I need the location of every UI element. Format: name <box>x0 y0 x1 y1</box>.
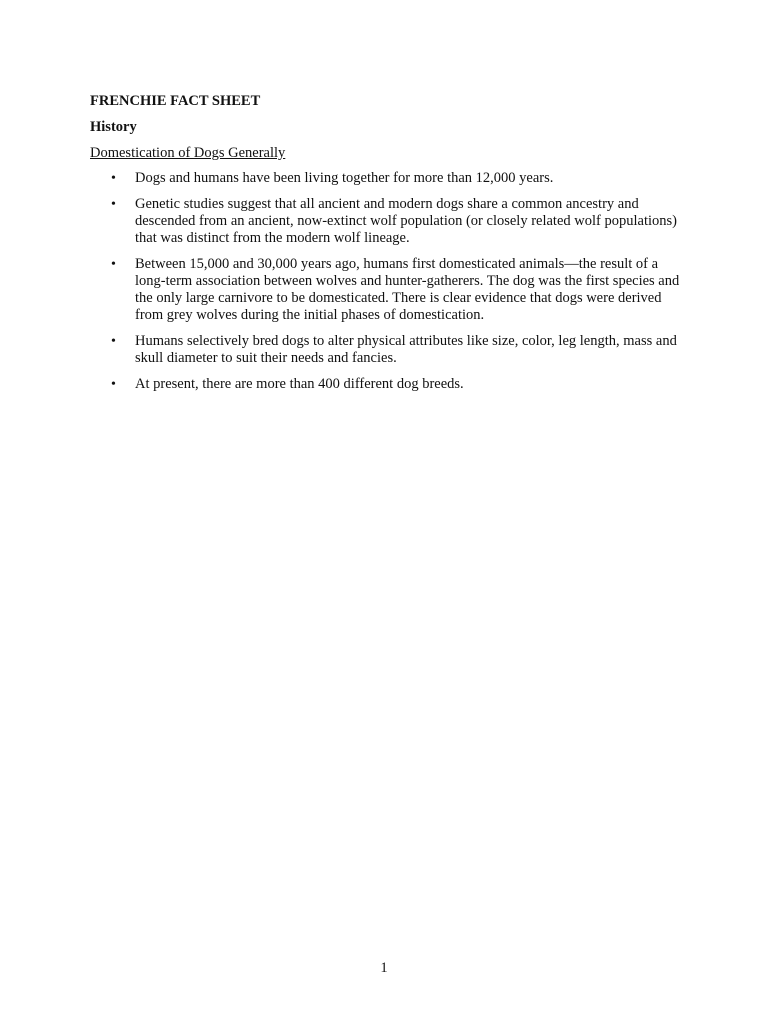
section-heading-history: History <box>90 119 137 135</box>
bullet-icon: • <box>111 257 116 272</box>
bullet-text: Humans selectively bred dogs to alter physical attributes like size, color, leg length, mass and skull diameter to suit their needs and fancies. <box>135 333 677 366</box>
subsection-heading-domestication: Domestication of Dogs Generally <box>90 145 286 161</box>
bullet-icon: • <box>111 197 116 212</box>
document-content <box>90 92 680 402</box>
bullet-text: Between 15,000 and 30,000 years ago, humans first domesticated animals—the result of a long-term association between wolves and hunter-gatherers. The dog was the first species and the only large carnivore to be domesticated. There is clear evidence that dogs were derived from grey wolves during the initial phases of domestication. <box>135 256 680 323</box>
bullet-icon: • <box>111 334 116 349</box>
bullet-text: Genetic studies suggest that all ancient and modern dogs share a common ancestry and descended from an ancient, now-extinct wolf population (or closely related wolf populations) that was distinct from the modern wolf lineage. <box>135 196 677 246</box>
bullet-list <box>90 170 680 393</box>
page-number: 1 <box>380 960 388 976</box>
bullet-icon: • <box>111 377 116 392</box>
bullet-text: At present, there are more than 400 different dog breeds. <box>135 376 464 392</box>
bullet-icon: • <box>111 171 116 186</box>
bullet-text: Dogs and humans have been living together for more than 12,000 years. <box>135 170 554 186</box>
bullet-item <box>90 333 680 367</box>
document-title: FRENCHIE FACT SHEET <box>90 93 261 109</box>
bullet-item <box>90 170 680 187</box>
bullet-item <box>90 256 680 324</box>
bullet-item <box>90 376 680 393</box>
bullet-item <box>90 196 680 247</box>
